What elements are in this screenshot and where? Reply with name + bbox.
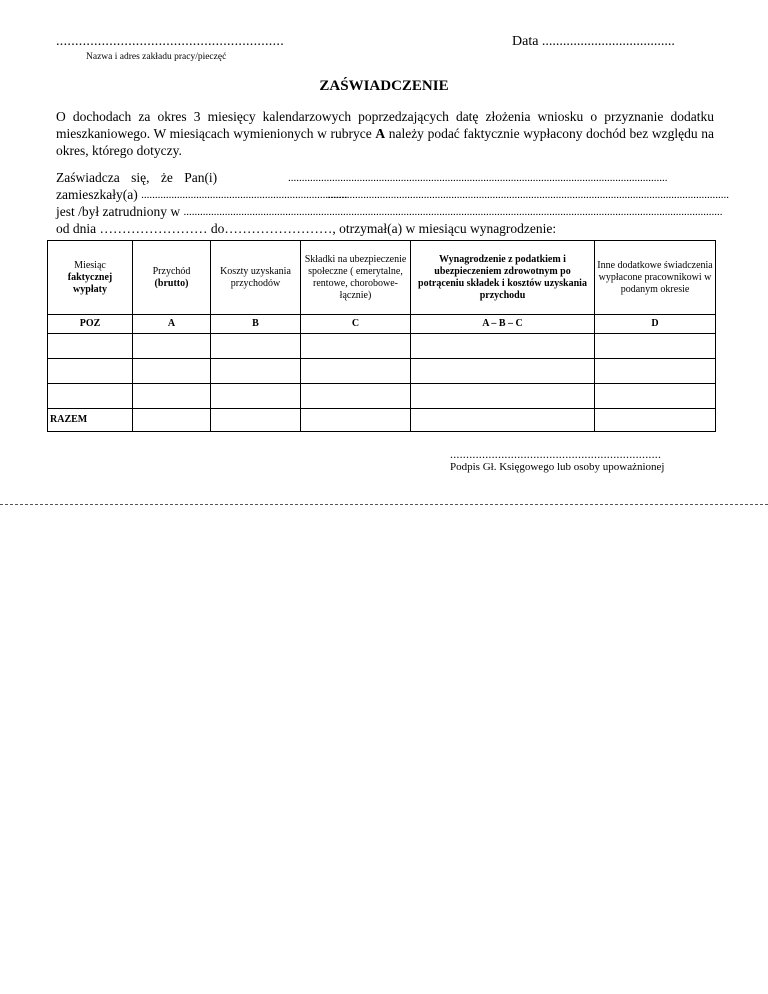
table-cell[interactable] [301, 384, 411, 409]
table-cell[interactable] [301, 359, 411, 384]
table-cell[interactable] [595, 334, 716, 359]
code-b: B [211, 315, 301, 334]
table-cell[interactable] [595, 359, 716, 384]
header-income [133, 241, 211, 315]
header-net-salary: Wynagrodzenie z podatkiem i ubezpieczeniem zdrowotnym po potrąceniu składek i kosztów uzyskania przychodu [411, 241, 595, 315]
intro-text-2: należy podać faktycznie wypłacony dochód bez względu na okres, którego dotyczy. [56, 126, 714, 158]
certifies-line [56, 170, 714, 187]
sum-cell[interactable] [301, 409, 411, 432]
period-line[interactable]: od dnia …………………… do……………………, otrzymał(a) w miesiącu wynagrodzenie: [56, 221, 557, 236]
residence-label: zamieszkały(a) [56, 187, 138, 202]
table-cell[interactable] [133, 384, 211, 409]
table-sum-row [48, 409, 716, 432]
code-poz: POZ [48, 315, 133, 334]
header-costs: Koszty uzyskania przychodów [211, 241, 301, 315]
employer-name-field[interactable]: ............................................................ [56, 34, 284, 49]
header-income-l2: (brutto) [154, 277, 189, 289]
table-cell[interactable] [211, 334, 301, 359]
header-month [48, 241, 133, 315]
header-income-l1: Przychód [152, 265, 191, 277]
employer-field[interactable]: .................................................................................................................................................................................................... [183, 206, 723, 218]
code-a-b-c: A – B – C [411, 315, 595, 334]
table-cell[interactable] [411, 359, 595, 384]
table-cell[interactable] [48, 384, 133, 409]
table-row [48, 384, 716, 409]
signature-field[interactable]: .................................................................. [450, 447, 662, 461]
employment-line [56, 204, 723, 221]
table-cell[interactable] [411, 334, 595, 359]
code-c: C [301, 315, 411, 334]
employer-caption: Nazwa i adres zakładu pracy/pieczęć [86, 52, 227, 62]
table-cell[interactable] [133, 334, 211, 359]
income-table [47, 240, 716, 432]
table-cell[interactable] [211, 359, 301, 384]
table-cell[interactable] [48, 334, 133, 359]
sum-cell[interactable] [595, 409, 716, 432]
table-row [48, 334, 716, 359]
residence-field-1[interactable]: ........................................................................... [141, 189, 348, 201]
header-contributions: Składki na ubezpieczenie społeczne ( emerytalne, rentowe, chorobowe-łącznie) [301, 241, 411, 315]
sum-cell[interactable] [133, 409, 211, 432]
date-field[interactable]: Data ...................................... [512, 34, 675, 49]
employment-label: jest /był zatrudniony w [56, 204, 181, 219]
table-cell[interactable] [133, 359, 211, 384]
cut-line-divider [0, 504, 768, 505]
header-month-l3: wypłaty [73, 283, 107, 295]
signature-caption: Podpis Gł. Księgowego lub osoby upoważnionej [450, 461, 665, 473]
code-a: A [133, 315, 211, 334]
residence-line [56, 187, 729, 204]
code-d: D [595, 315, 716, 334]
intro-paragraph [56, 108, 714, 159]
table-cell[interactable] [595, 384, 716, 409]
sum-cell[interactable] [211, 409, 301, 432]
residence-field-2[interactable]: .................................................................................................................................................. [327, 189, 729, 201]
sum-label: RAZEM [48, 409, 133, 432]
document-title: ZAŚWIADCZENIE [319, 78, 449, 94]
table-codes-row [48, 315, 716, 334]
sum-cell[interactable] [411, 409, 595, 432]
header-other-benefits: Inne dodatkowe świadczenia wypłacone pracownikowi w podanym okresie [595, 241, 716, 315]
table-cell[interactable] [301, 334, 411, 359]
certifies-label: Zaświadcza się, że Pan(i) [56, 170, 218, 185]
table-cell[interactable] [48, 359, 133, 384]
table-row [48, 359, 716, 384]
table-header-row [48, 241, 716, 315]
header-month-l2: faktycznej [67, 271, 113, 283]
table-cell[interactable] [211, 384, 301, 409]
person-name-field[interactable]: .......................................................................................................................................... [288, 172, 668, 184]
header-month-l1: Miesiąc [74, 259, 106, 271]
table-cell[interactable] [411, 384, 595, 409]
intro-bold-column: A [375, 126, 386, 141]
intro-text-1: O dochodach za okres 3 miesięcy kalendarzowych poprzedzających datę złożenia wniosku o przyznanie dodatku mieszkaniowego. W miesiącach wymienionych w rubryce [56, 109, 714, 141]
